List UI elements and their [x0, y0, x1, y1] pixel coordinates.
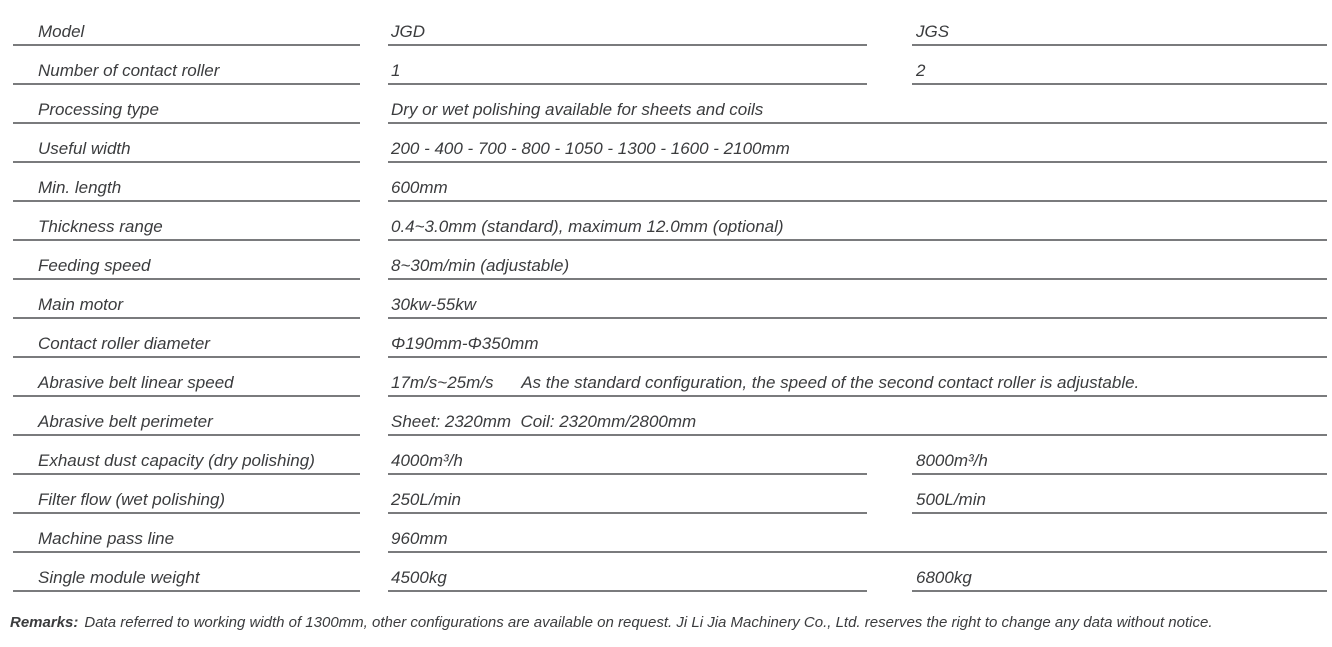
- row-value-jgs: 2: [912, 46, 1327, 85]
- row-value-span: 0.4~3.0mm (standard), maximum 12.0mm (optional): [388, 202, 1327, 241]
- row-value-span: 8~30m/min (adjustable): [388, 241, 1327, 280]
- row-label: Abrasive belt linear speed: [13, 358, 360, 397]
- row-value-span: Sheet: 2320mm Coil: 2320mm/2800mm: [388, 397, 1327, 436]
- row-value-jgd: 250L/min: [388, 475, 867, 514]
- column-gap: [360, 358, 388, 397]
- row-value-span: 30kw-55kw: [388, 280, 1327, 319]
- table-row: [0, 163, 1332, 202]
- row-label: Number of contact roller: [13, 46, 360, 85]
- remarks: [10, 614, 1332, 631]
- column-gap: [360, 319, 388, 358]
- row-label: Processing type: [13, 85, 360, 124]
- column-gap: [360, 397, 388, 436]
- row-label: Model: [13, 7, 360, 46]
- row-label: Min. length: [13, 163, 360, 202]
- column-gap: [360, 85, 388, 124]
- row-label: Useful width: [13, 124, 360, 163]
- row-label: Main motor: [13, 280, 360, 319]
- column-gap: [360, 241, 388, 280]
- column-gap: [867, 436, 912, 475]
- table-row: [0, 436, 1332, 475]
- row-value-span: 600mm: [388, 163, 1327, 202]
- column-gap: [360, 436, 388, 475]
- column-gap: [360, 514, 388, 553]
- row-label: Abrasive belt perimeter: [13, 397, 360, 436]
- column-gap: [360, 46, 388, 85]
- column-gap: [360, 202, 388, 241]
- table-row: [0, 124, 1332, 163]
- row-label: Contact roller diameter: [13, 319, 360, 358]
- table-row: [0, 397, 1332, 436]
- column-gap: [867, 475, 912, 514]
- row-value-jgs: JGS: [912, 7, 1327, 46]
- row-value-jgd: 4000m³/h: [388, 436, 867, 475]
- table-row: [0, 202, 1332, 241]
- row-label: Thickness range: [13, 202, 360, 241]
- column-gap: [360, 280, 388, 319]
- row-value-jgd: JGD: [388, 7, 867, 46]
- table-row: [0, 358, 1332, 397]
- row-value-span: Dry or wet polishing available for sheets and coils: [388, 85, 1327, 124]
- row-value-jgs: 8000m³/h: [912, 436, 1327, 475]
- column-gap: [867, 7, 912, 46]
- column-gap: [360, 124, 388, 163]
- row-label: Filter flow (wet polishing): [13, 475, 360, 514]
- row-value-jgd: 1: [388, 46, 867, 85]
- row-value-jgd: 4500kg: [388, 553, 867, 592]
- column-gap: [360, 7, 388, 46]
- table-row: [0, 553, 1332, 592]
- column-gap: [867, 46, 912, 85]
- table-row: [0, 514, 1332, 553]
- row-value-span: 17m/s~25m/s As the standard configuration, the speed of the second contact roller is adjustable.: [388, 358, 1327, 397]
- row-value-jgs: 500L/min: [912, 475, 1327, 514]
- table-row: [0, 85, 1332, 124]
- column-gap: [360, 163, 388, 202]
- column-gap: [360, 475, 388, 514]
- column-gap: [360, 553, 388, 592]
- table-row: [0, 280, 1332, 319]
- remarks-title: Remarks:: [10, 614, 79, 631]
- table-row: [0, 7, 1332, 46]
- table-row: [0, 46, 1332, 85]
- row-value-span: Φ190mm-Φ350mm: [388, 319, 1327, 358]
- table-row: [0, 475, 1332, 514]
- row-label: Exhaust dust capacity (dry polishing): [13, 436, 360, 475]
- row-value-jgs: 6800kg: [912, 553, 1327, 592]
- row-label: Feeding speed: [13, 241, 360, 280]
- row-label: Machine pass line: [13, 514, 360, 553]
- row-label: Single module weight: [13, 553, 360, 592]
- row-value-span: 200 - 400 - 700 - 800 - 1050 - 1300 - 1600 - 2100mm: [388, 124, 1327, 163]
- table-row: [0, 319, 1332, 358]
- table-row: [0, 241, 1332, 280]
- row-value-span: 960mm: [388, 514, 1327, 553]
- column-gap: [867, 553, 912, 592]
- remarks-text: Data referred to working width of 1300mm, other configurations are available on request. Ji Li Jia Machinery Co., Ltd. reserves the right to change any data without notice.: [84, 614, 1213, 631]
